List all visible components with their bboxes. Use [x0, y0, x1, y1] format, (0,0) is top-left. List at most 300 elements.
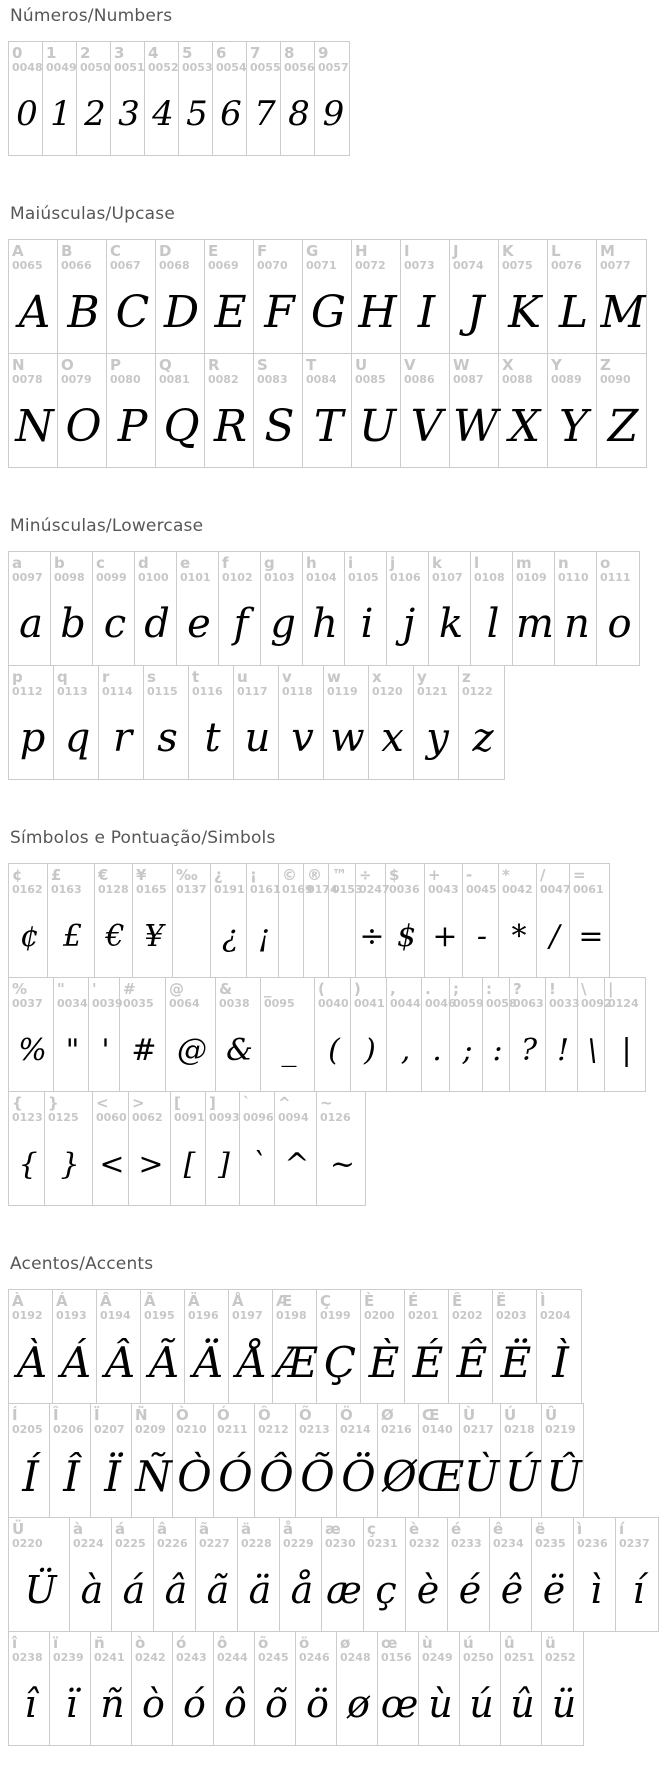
- cell-glyph: Y: [558, 400, 589, 452]
- cell-unicode-label: 0063: [513, 997, 544, 1010]
- cell-char-label: t: [192, 668, 200, 686]
- cell-char-label: 7: [250, 44, 261, 62]
- cell-char-label: j: [390, 554, 396, 572]
- cell-glyph: Ñ: [135, 1451, 172, 1501]
- cell-unicode-label: 0053: [182, 61, 213, 74]
- cell-glyph: Ë: [500, 1337, 532, 1387]
- cell-glyph: M: [600, 286, 646, 338]
- cell-unicode-label: 0161: [250, 883, 281, 896]
- cell-glyph: ¡: [257, 918, 271, 954]
- cell-unicode-label: 0076: [551, 259, 582, 272]
- cell-glyph: k: [438, 601, 464, 647]
- cell-glyph: K: [508, 286, 541, 338]
- char-cell: [279, 666, 324, 779]
- cell-char-label: K: [502, 242, 514, 260]
- cell-char-label: å: [283, 1520, 294, 1538]
- cell-glyph: U: [358, 400, 397, 452]
- char-cell: [542, 1404, 583, 1517]
- cell-char-label: ã: [199, 1520, 210, 1538]
- cell-unicode-label: 0058: [486, 997, 517, 1010]
- cell-glyph: B: [67, 286, 100, 338]
- cell-glyph: y: [426, 715, 449, 761]
- cell-glyph: 2: [84, 94, 106, 134]
- cell-glyph: ': [101, 1032, 110, 1068]
- cell-unicode-label: 0037: [12, 997, 43, 1010]
- cell-unicode-label: 0036: [389, 883, 420, 896]
- cell-glyph: Â: [104, 1337, 136, 1387]
- cell-glyph: 1: [50, 94, 72, 134]
- cell-glyph: x: [381, 715, 404, 761]
- cell-char-label: £: [51, 866, 62, 884]
- cell-glyph: N: [15, 400, 54, 452]
- cell-glyph: ~: [329, 1146, 356, 1182]
- cell-char-label: Œ: [422, 1406, 440, 1424]
- char-cell: [317, 1290, 361, 1403]
- cell-char-label: -: [466, 866, 473, 884]
- char-cell: [537, 1290, 581, 1403]
- cell-unicode-label: 0199: [320, 1309, 351, 1322]
- cell-char-label: &: [219, 980, 233, 998]
- char-cell: [570, 864, 609, 977]
- cell-char-label: S: [257, 356, 268, 374]
- char-cell: [135, 552, 177, 665]
- cell-unicode-label: 0096: [243, 1111, 274, 1124]
- cell-char-label: 8: [284, 44, 295, 62]
- cell-unicode-label: 0046: [425, 997, 456, 1010]
- cell-glyph: £: [62, 918, 83, 954]
- cell-unicode-label: 0069: [208, 259, 239, 272]
- cell-char-label: R: [208, 356, 220, 374]
- char-cell: [578, 978, 612, 1091]
- cell-unicode-label: 0207: [94, 1423, 125, 1436]
- cell-unicode-label: 0250: [463, 1651, 494, 1664]
- cell-unicode-label: 0239: [53, 1651, 84, 1664]
- cell-unicode-label: 0082: [208, 373, 239, 386]
- char-cell: [463, 864, 499, 977]
- cell-unicode-label: 0072: [355, 259, 386, 272]
- char-cell: [206, 1092, 240, 1205]
- cell-char-label: 5: [182, 44, 193, 62]
- cell-glyph: H: [358, 286, 397, 338]
- cell-glyph: j: [402, 601, 416, 647]
- char-cell: [279, 864, 313, 977]
- cell-char-label: ç: [367, 1520, 376, 1538]
- cell-unicode-label: 0200: [364, 1309, 395, 1322]
- char-cell: [378, 1632, 419, 1745]
- char-cell: [356, 864, 390, 977]
- cell-char-label: u: [237, 668, 248, 686]
- char-cell: [361, 1290, 405, 1403]
- cell-char-label: É: [408, 1292, 419, 1310]
- cell-glyph: Ü: [24, 1568, 57, 1612]
- char-cell: [132, 1632, 173, 1745]
- char-cell: [77, 42, 111, 155]
- cell-unicode-label: 0153: [332, 883, 363, 896]
- char-cell: [315, 42, 349, 155]
- cell-char-label: Ú: [504, 1406, 517, 1424]
- cell-glyph: ñ: [100, 1682, 125, 1726]
- cell-char-label: ": [57, 980, 65, 998]
- cell-unicode-label: 0047: [540, 883, 571, 896]
- cell-char-label: ô: [217, 1634, 228, 1652]
- cell-char-label: Ù: [463, 1406, 476, 1424]
- char-cell: [616, 1518, 658, 1631]
- glyph-row: [8, 239, 647, 354]
- cell-unicode-label: 0107: [432, 571, 463, 584]
- cell-char-label: ¿: [214, 866, 223, 884]
- cell-glyph: c: [103, 601, 127, 647]
- cell-char-label: L: [551, 242, 561, 260]
- glyph-row: [8, 863, 610, 978]
- cell-unicode-label: 0196: [188, 1309, 219, 1322]
- char-cell: [555, 552, 597, 665]
- cell-unicode-label: 0104: [306, 571, 337, 584]
- cell-glyph: P: [117, 400, 148, 452]
- cell-char-label: *: [502, 866, 510, 884]
- cell-char-label: î: [12, 1634, 18, 1652]
- cell-unicode-label: 0225: [115, 1537, 146, 1550]
- char-cell: [144, 666, 189, 779]
- glyph-row: [8, 665, 505, 780]
- cell-glyph: |: [621, 1032, 632, 1068]
- cell-glyph: Ì: [552, 1337, 569, 1387]
- cell-unicode-label: 0195: [144, 1309, 175, 1322]
- char-cell: [296, 1404, 337, 1517]
- char-cell: [173, 864, 211, 977]
- cell-glyph: ä: [248, 1568, 272, 1612]
- char-cell: [247, 864, 279, 977]
- cell-unicode-label: 0035: [123, 997, 154, 1010]
- cell-char-label: X: [502, 356, 514, 374]
- cell-char-label: Û: [545, 1406, 558, 1424]
- char-cell: [93, 552, 135, 665]
- cell-char-label: s: [147, 668, 156, 686]
- cell-char-label: ): [354, 980, 361, 998]
- cell-char-label: [: [174, 1094, 181, 1112]
- cell-glyph: L: [558, 286, 589, 338]
- char-cell: [97, 1290, 141, 1403]
- cell-unicode-label: 0099: [96, 571, 127, 584]
- cell-glyph: z: [472, 715, 494, 761]
- cell-char-label: 4: [148, 44, 159, 62]
- cell-char-label: >: [132, 1094, 145, 1112]
- cell-char-label: 0: [12, 44, 23, 62]
- cell-unicode-label: 0118: [282, 685, 313, 698]
- cell-unicode-label: 0128: [98, 883, 129, 896]
- cell-glyph: ?: [520, 1032, 538, 1068]
- char-cell: [219, 552, 261, 665]
- cell-glyph: S: [264, 400, 295, 452]
- char-cell: [460, 1632, 501, 1745]
- char-cell: [255, 1632, 296, 1745]
- cell-unicode-label: 0098: [54, 571, 85, 584]
- cell-unicode-label: 0084: [306, 373, 337, 386]
- cell-glyph: 5: [186, 94, 208, 134]
- char-cell: [303, 354, 352, 467]
- cell-char-label: €: [98, 866, 109, 884]
- char-cell: [177, 552, 219, 665]
- char-cell: [93, 1092, 129, 1205]
- glyph-row: [8, 41, 350, 156]
- char-cell: [107, 240, 156, 353]
- cell-unicode-label: 0079: [61, 373, 92, 386]
- char-cell: [450, 354, 499, 467]
- cell-char-label: H: [355, 242, 368, 260]
- cell-char-label: ©: [282, 866, 297, 884]
- char-cell: [53, 1290, 97, 1403]
- cell-char-label: \: [581, 980, 587, 998]
- cell-char-label: c: [96, 554, 105, 572]
- cell-char-label: 2: [80, 44, 91, 62]
- cell-char-label: ¢: [12, 866, 23, 884]
- char-cell: [303, 552, 345, 665]
- cell-glyph: d: [144, 601, 170, 647]
- cell-unicode-label: 0192: [12, 1309, 43, 1322]
- cell-unicode-label: 0048: [12, 61, 43, 74]
- cell-unicode-label: 0228: [241, 1537, 272, 1550]
- cell-unicode-label: 0120: [372, 685, 403, 698]
- char-cell: [387, 978, 422, 1091]
- cell-glyph: I: [417, 286, 436, 338]
- cell-char-label: ~: [320, 1094, 333, 1112]
- cell-unicode-label: 0040: [318, 997, 349, 1010]
- cell-char-label: .: [425, 980, 431, 998]
- cell-char-label: ò: [135, 1634, 146, 1652]
- char-cell: [107, 354, 156, 467]
- cell-char-label: !: [549, 980, 556, 998]
- cell-glyph: æ: [326, 1568, 362, 1612]
- cell-char-label: ä: [241, 1520, 252, 1538]
- cell-char-label: Í: [12, 1406, 18, 1424]
- cell-char-label: z: [462, 668, 471, 686]
- cell-glyph: õ: [265, 1682, 288, 1726]
- cell-char-label: Ö: [340, 1406, 353, 1424]
- cell-glyph: [282, 900, 303, 972]
- char-cell: [133, 864, 173, 977]
- cell-unicode-label: 0089: [551, 373, 582, 386]
- char-cell: [196, 1518, 238, 1631]
- char-cell: [111, 42, 145, 155]
- cell-glyph: û: [510, 1682, 535, 1726]
- cell-unicode-label: 0060: [96, 1111, 127, 1124]
- cell-glyph: ê: [500, 1568, 524, 1612]
- cell-char-label: À: [12, 1292, 24, 1310]
- cell-char-label: á: [115, 1520, 126, 1538]
- cell-unicode-label: 0226: [157, 1537, 188, 1550]
- cell-char-label: (: [318, 980, 325, 998]
- cell-char-label: T: [306, 356, 317, 374]
- char-cell: [378, 1404, 419, 1517]
- cell-glyph: ": [65, 1032, 80, 1068]
- cell-unicode-label: 0067: [110, 259, 141, 272]
- cell-unicode-label: 0041: [354, 997, 385, 1010]
- cell-unicode-label: 0054: [216, 61, 247, 74]
- cell-glyph: ¥: [144, 918, 164, 954]
- cell-glyph: Ö: [341, 1451, 376, 1501]
- cell-glyph: q: [64, 715, 91, 761]
- cell-unicode-label: 0090: [600, 373, 631, 386]
- cell-unicode-label: 0204: [540, 1309, 571, 1322]
- cell-char-label: Á: [56, 1292, 68, 1310]
- cell-unicode-label: 0093: [209, 1111, 240, 1124]
- cell-glyph: =: [578, 918, 604, 954]
- section-numbers: [8, 6, 661, 156]
- cell-glyph: ): [364, 1032, 376, 1068]
- cell-glyph: X: [508, 400, 541, 452]
- char-cell: [450, 240, 499, 353]
- char-cell: [261, 552, 303, 665]
- cell-glyph: l: [486, 601, 500, 647]
- cell-char-label: ‰: [176, 866, 198, 884]
- char-cell: [405, 1290, 449, 1403]
- cell-unicode-label: 0234: [493, 1537, 524, 1550]
- cell-glyph: É: [412, 1337, 444, 1387]
- cell-unicode-label: 0105: [348, 571, 379, 584]
- cell-glyph: {: [18, 1146, 38, 1182]
- cell-unicode-label: 0066: [61, 259, 92, 272]
- cell-unicode-label: 0106: [390, 571, 421, 584]
- cell-glyph: @: [177, 1032, 207, 1068]
- char-cell: [352, 240, 401, 353]
- char-cell: [156, 240, 205, 353]
- char-cell: [280, 1518, 322, 1631]
- cell-unicode-label: 0248: [340, 1651, 371, 1664]
- char-cell: [43, 42, 77, 155]
- cell-unicode-label: 0214: [340, 1423, 371, 1436]
- cell-glyph: ù: [428, 1682, 453, 1726]
- cell-glyph: m: [516, 601, 554, 647]
- cell-glyph: Ú: [504, 1451, 541, 1501]
- cell-glyph: F: [264, 286, 295, 338]
- cell-unicode-label: 0247: [359, 883, 390, 896]
- cell-unicode-label: 0083: [257, 373, 288, 386]
- char-cell: [9, 1404, 50, 1517]
- cell-unicode-label: 0112: [12, 685, 43, 698]
- cell-unicode-label: 0236: [577, 1537, 608, 1550]
- char-cell: [214, 1404, 255, 1517]
- cell-glyph: Ï: [104, 1451, 121, 1501]
- char-cell: [171, 1092, 206, 1205]
- cell-unicode-label: 0126: [320, 1111, 351, 1124]
- cell-unicode-label: 0045: [466, 883, 497, 896]
- cell-glyph: i: [360, 601, 374, 647]
- cell-glyph: Û: [546, 1451, 582, 1501]
- cell-char-label: Å: [232, 1292, 244, 1310]
- cell-char-label: â: [157, 1520, 168, 1538]
- cell-char-label: i: [348, 554, 354, 572]
- cell-char-label: p: [12, 668, 23, 686]
- cell-unicode-label: 0197: [232, 1309, 263, 1322]
- cell-char-label: n: [558, 554, 569, 572]
- cell-char-label: F: [257, 242, 268, 260]
- cell-char-label: P: [110, 356, 121, 374]
- cell-char-label: k: [432, 554, 442, 572]
- cell-char-label: Ä: [188, 1292, 200, 1310]
- cell-unicode-label: 0062: [132, 1111, 163, 1124]
- section-accents: [8, 1254, 661, 1746]
- cell-unicode-label: 0100: [138, 571, 169, 584]
- cell-unicode-label: 0201: [408, 1309, 439, 1322]
- cell-unicode-label: 0191: [214, 883, 245, 896]
- cell-glyph: J: [466, 286, 485, 338]
- cell-unicode-label: 0209: [135, 1423, 166, 1436]
- cell-char-label: ó: [176, 1634, 187, 1652]
- cell-glyph: €: [105, 918, 125, 954]
- char-cell: [574, 1518, 616, 1631]
- cell-glyph: #: [131, 1032, 157, 1068]
- char-cell: [54, 666, 99, 779]
- cell-unicode-label: 0224: [73, 1537, 104, 1550]
- section-uppercase: [8, 204, 661, 468]
- cell-glyph: ,: [400, 1032, 411, 1068]
- cell-glyph: ú: [469, 1682, 494, 1726]
- cell-glyph: p: [19, 715, 46, 761]
- char-cell: [45, 1092, 93, 1205]
- cell-glyph: o: [607, 601, 632, 647]
- cell-char-label: œ: [381, 1634, 398, 1652]
- cell-unicode-label: 0049: [46, 61, 77, 74]
- cell-glyph: a: [19, 601, 43, 647]
- cell-char-label: 6: [216, 44, 227, 62]
- cell-unicode-label: 0119: [327, 685, 358, 698]
- cell-unicode-label: 0233: [451, 1537, 482, 1550]
- cell-glyph: ^: [284, 1146, 310, 1182]
- glyph-row: [8, 353, 647, 468]
- char-cell: [449, 1290, 493, 1403]
- cell-unicode-label: 0231: [367, 1537, 398, 1550]
- char-cell: [546, 978, 578, 1091]
- cell-unicode-label: 0115: [147, 685, 178, 698]
- cell-glyph: Ç: [323, 1337, 357, 1387]
- char-cell: [189, 666, 234, 779]
- cell-char-label: /: [540, 866, 546, 884]
- char-cell: [401, 354, 450, 467]
- cell-char-label: f: [222, 554, 229, 572]
- cell-char-label: V: [404, 356, 416, 374]
- char-cell: [548, 240, 597, 353]
- cell-unicode-label: 0241: [94, 1651, 125, 1664]
- char-cell: [254, 240, 303, 353]
- cell-unicode-label: 0073: [404, 259, 435, 272]
- char-cell: [213, 42, 247, 155]
- cell-glyph: T: [313, 400, 344, 452]
- cell-glyph: 8: [288, 94, 310, 134]
- glyph-row: [8, 551, 640, 666]
- cell-glyph: b: [60, 601, 86, 647]
- char-cell: [501, 1632, 542, 1745]
- char-cell: [425, 864, 463, 977]
- cell-glyph: /: [549, 918, 560, 954]
- section-title: Minúsculas/Lowercase: [10, 516, 204, 536]
- cell-unicode-label: 0227: [199, 1537, 230, 1550]
- cell-unicode-label: 0156: [381, 1651, 412, 1664]
- cell-unicode-label: 0052: [148, 61, 179, 74]
- section-title: Maiúsculas/Upcase: [10, 204, 175, 224]
- cell-char-label: ø: [340, 1634, 351, 1652]
- cell-unicode-label: 0198: [276, 1309, 307, 1322]
- cell-unicode-label: 0165: [136, 883, 167, 896]
- char-cell: [229, 1290, 273, 1403]
- cell-glyph: ö: [306, 1682, 329, 1726]
- cell-unicode-label: 0087: [453, 373, 484, 386]
- cell-unicode-label: 0088: [502, 373, 533, 386]
- cell-char-label: C: [110, 242, 122, 260]
- cell-unicode-label: 0123: [12, 1111, 43, 1124]
- cell-unicode-label: 0044: [390, 997, 421, 1010]
- glyph-row: [8, 977, 646, 1092]
- section-title: Números/Numbers: [10, 6, 173, 26]
- char-cell: [471, 552, 513, 665]
